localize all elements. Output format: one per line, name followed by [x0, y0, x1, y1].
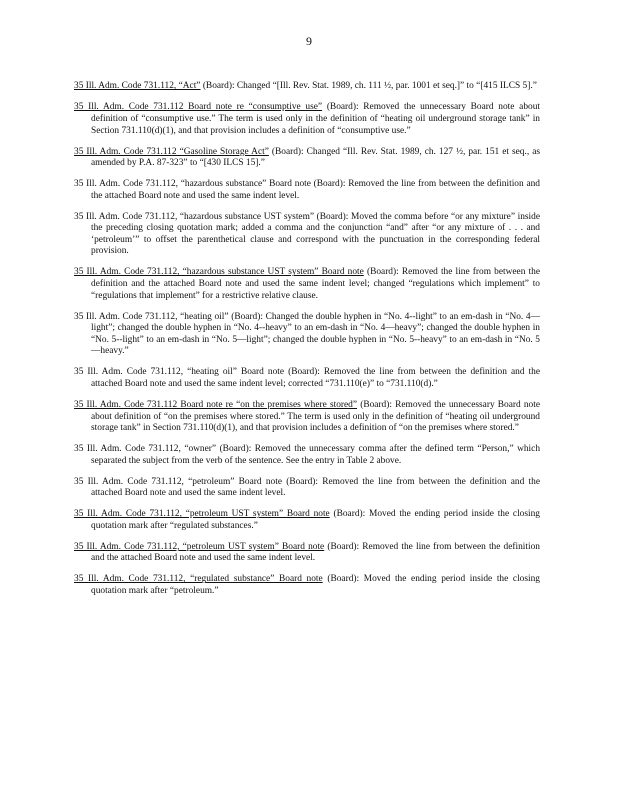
- entry-body: (Board): Moved the ending period inside the closing quotation mark after “regulated substances.”: [91, 509, 540, 531]
- revision-entry: [74, 477, 540, 500]
- revision-entry: [74, 509, 540, 532]
- entry-body: (Board): Removed the line from between the definition and the attached Board note and used the same indent level; corrected “731.110(e)” to “731.110(d).”: [91, 367, 540, 389]
- entry-citation: 35 Ill. Adm. Code 731.112 “Gasoline Storage Act”: [74, 146, 269, 157]
- entry-body: (Board): Removed the line from between the definition and the attached Board note and used the same indent level.: [91, 541, 540, 564]
- entry-citation: 35 Ill. Adm. Code 731.112, “hazardous substance UST system”: [74, 211, 315, 222]
- entry-body: (Board): Removed the unnecessary Board note about definition of “consumptive use.” The term is used only in the definition of “heating oil underground storage tank” in Section 731.110(d)(1), and that provision includes a definition of “consumptive use.”: [91, 102, 540, 136]
- revision-entry: [74, 367, 540, 390]
- entry-citation: 35 Ill. Adm. Code 731.112, “heating oil”: [74, 311, 229, 322]
- entry-citation: 35 Ill. Adm. Code 731.112, “hazardous substance” Board note: [74, 179, 311, 190]
- entry-citation: 35 Ill. Adm. Code 731.112, “petroleum UST system” Board note: [74, 541, 325, 552]
- entry-citation: 35 Ill. Adm. Code 731.112 Board note re “on the premises where stored”: [74, 399, 358, 410]
- revision-entry: [74, 81, 540, 93]
- entry-body: (Board): Removed the unnecessary Board note about definition of “on the premises where stored.” The term is used only in the definition of “heating oil underground storage tank” in Section 731.110(d)(1), and that provision includes a definition of “on the premises where stored.”: [91, 399, 540, 434]
- entry-body: (Board): Moved the ending period inside the closing quotation mark after “petroleum.”: [91, 574, 540, 597]
- entry-citation: 35 Ill. Adm. Code 731.112, “hazardous substance UST system” Board note: [74, 267, 364, 278]
- entry-citation: 35 Ill. Adm. Code 731.112, “Act”: [74, 81, 201, 92]
- revision-entry: [74, 542, 540, 565]
- entry-body: (Board): Removed the line from between the definition and the attached Board note and used the same indent level; changed “regulations which implement” to “regulations that implement” for a restrictive relative clause.: [91, 267, 540, 301]
- entry-body: (Board): Changed “[Ill. Rev. Stat. 1989, ch. 111 ½, par. 1001 et seq.]” to “[415 ILCS 5].”: [200, 81, 537, 92]
- revision-entry: [74, 400, 540, 435]
- entry-body: (Board): Changed “Ill. Rev. Stat. 1989, ch. 127 ½, par. 151 et seq., as amended by P.A. 87-323” to “[430 ILCS 15].”: [91, 146, 541, 169]
- revision-entry: [74, 102, 540, 137]
- revision-list: [74, 72, 540, 604]
- entry-body: (Board): Removed the line from between the definition and the attached Board note and used the same indent level.: [91, 476, 540, 499]
- entry-body: (Board): Removed the line from between the definition and the attached Board note and used the same indent level.: [91, 179, 540, 201]
- entry-body: (Board): Changed the double hyphen in “No. 4--light” to an em-dash in “No. 4—light”; changed the double hyphen in “No. 4--heavy” to an em-dash in “No. 4—heavy”; changed the double hyphen in “No. 5--light” to an em-dash in “No. 5—light”; changed the double hyphen in “No. 5--heavy” to an em-dash in “No. 5—heavy.”: [91, 311, 540, 357]
- page-number: 9: [306, 34, 312, 48]
- entry-citation: 35 Ill. Adm. Code 731.112, “owner”: [74, 444, 217, 455]
- entry-citation: 35 Ill. Adm. Code 731.112, “petroleum” Board note: [74, 476, 282, 487]
- entry-citation: 35 Ill. Adm. Code 731.112, “heating oil” Board note: [74, 367, 285, 378]
- revision-entry: [74, 312, 540, 358]
- entry-body: (Board): Moved the comma before “or any mixture” inside the preceding closing quotation mark; added a comma and the conjunction “and” after “or any mixture of . . . and ‘petroleum’” to offset the parenthetical clause and correspond with the punctuation in the corresponding federal provision.: [91, 211, 540, 257]
- entry-citation: 35 Ill. Adm. Code 731.112 Board note re “consumptive use”: [74, 102, 323, 113]
- entry-citation: 35 Ill. Adm. Code 731.112, “petroleum UST system” Board note: [74, 509, 330, 520]
- revision-entry: [74, 179, 540, 202]
- entry-body: (Board): Removed the unnecessary comma after the defined term “Person,” which separated the subject from the verb of the sentence. See the entry in Table 2 above.: [91, 444, 541, 466]
- entry-citation: 35 Ill. Adm. Code 731.112, “regulated substance” Board note: [74, 574, 323, 585]
- revision-entry: [74, 212, 540, 258]
- revision-entry: [74, 267, 540, 302]
- revision-entry: [74, 574, 540, 597]
- revision-entry: [74, 444, 540, 467]
- revision-entry: [74, 147, 540, 170]
